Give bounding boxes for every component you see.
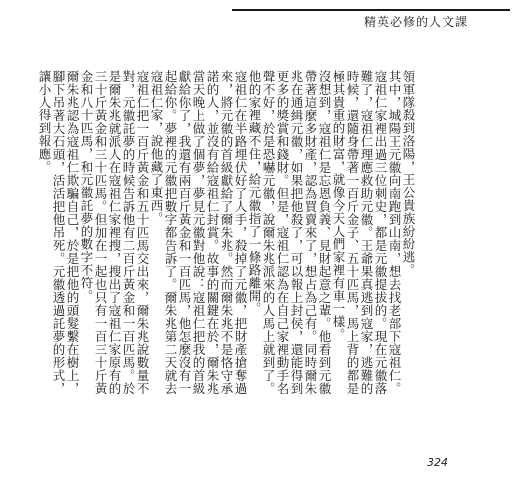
vertical-text-block: [37, 70, 416, 395]
paragraph: 沒想到，寇祖仁是忘恩負義、見財起意之輩。他看到元徽帶著這麼多財產，認為買賣來了，想占為己有。同時爾朱兆在通緝元徽，如果把他殺了，可以報上封侯，還能得到更多的獎賞和錢財。但是，寇祖仁認為在自己家裡動手名聲不好，於是恐嚇元徽，說爾朱兆派來的人馬上就到了。他的家裡藏不住，給元徽指了一條路離開。: [247, 70, 332, 395]
paragraph: 寇祖仁在半路埋伏好了人手，殺掉了元徽，把財產搶奪過來，將元徽的首級獻給了爾朱兆。然而爾朱兆不是恪守承諾的人，並沒有給寇祖仁封賞。故事的關鍵在於，爾朱兆當天晚上做了個夢，夢見元徽對他說：寇祖仁把我的首級獻給你了，我還有兩百斤黃金和一百匹馬，他怎麼沒有一起給你。夢裡的元徽把數字都告訴了。爾朱兆第二天就去寇祖仁家，說他藏了東西。: [149, 70, 248, 395]
header-rule: [232, 9, 510, 11]
paragraph: 爾朱兆認為寇祖仁欺騙自己，於是把他的頭髮繫在樹上，腳下吊著大石頭，活活把他吊死。元徽透過託夢的形式，讓小人得到報應。: [37, 70, 80, 395]
paragraph: 領軍隊殺到洛陽，王公貴族紛紛逃。: [401, 70, 416, 277]
page-number: 324: [427, 456, 448, 469]
paragraph: 其中，城陽王元徽向南跑到山南，想去找老部下寇祖仁。寇祖仁家裡出過三位刺史，都是元徽提拔的。現在元徽落難了，寇祖仁理應救助元徽。王爺果真逃到寇家，逃難的時候，還隨身帶著一百斤金子、五十匹馬，馬上背的都是極其貴重的財富，就像今天人們家裡有車一樣。: [331, 70, 402, 395]
paragraph: 寇祖仁把一百斤黃金和五十匹馬交出來，爾朱兆說數量不對，元徽託夢的時候告訴他有二百斤黃金和一百匹馬。於是爾朱兆就派人在寇祖仁家裡搜，搜出了寇祖仁家原有的三十斤黃金和三十匹馬。但加在一起也只有一百三十斤黃金和八十匹馬，和元徽託夢的數字不符。: [79, 70, 150, 395]
running-title: 精英必修的人文課: [363, 15, 468, 29]
